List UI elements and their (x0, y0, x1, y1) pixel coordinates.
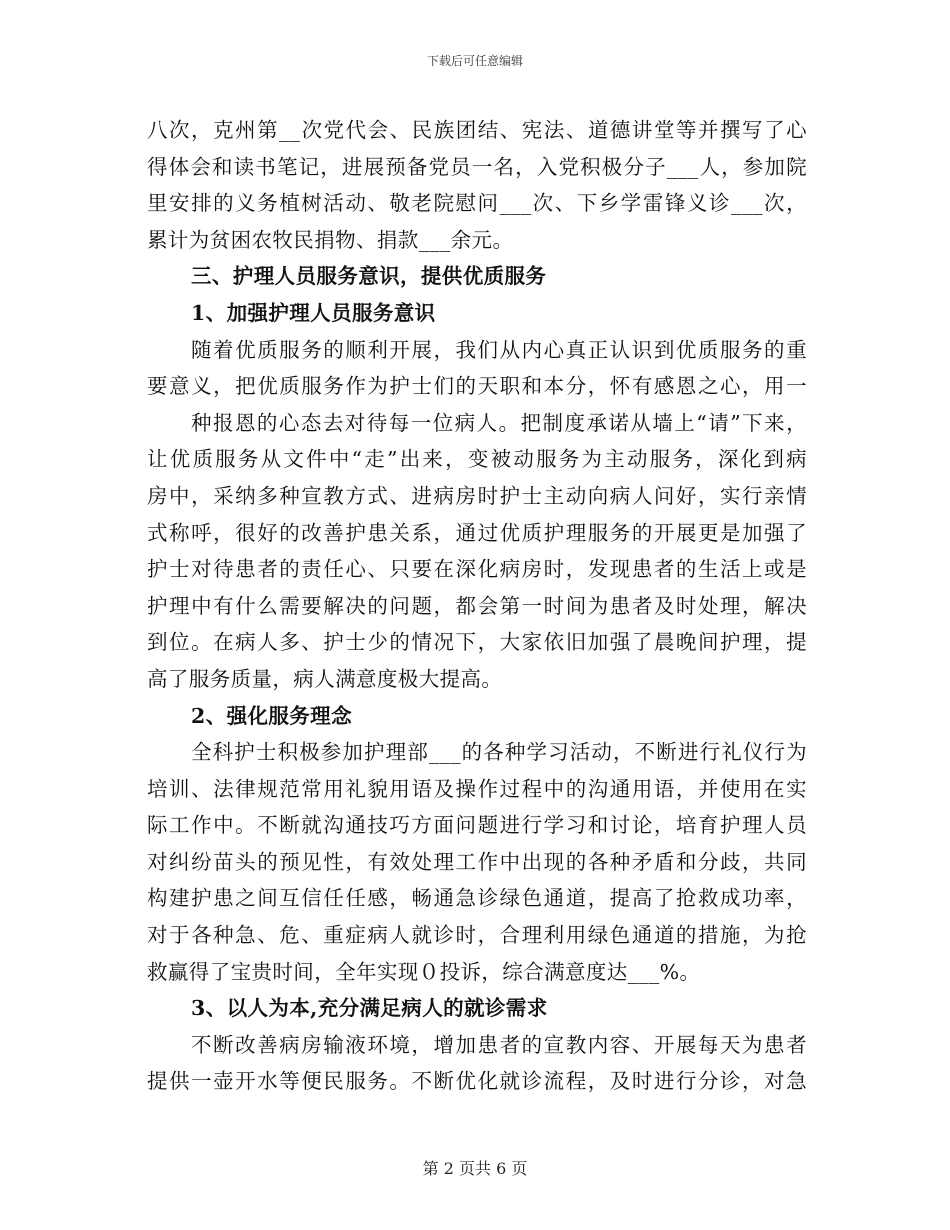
body-line: 得体会和读书笔记，进展预备党员一名，入党积极分子___人，参加院 (147, 154, 807, 179)
body-line: 到位。在病人多、护士少的情况下，大家依旧加强了晨晚间护理，提 (147, 630, 807, 655)
body-line: 对于各种急、危、重症病人就诊时，合理利用绿色通道的措施，为抢 (147, 923, 807, 948)
page-footer: 第 2 页共 6 页 (422, 1159, 528, 1178)
body-line: 对纠纷苗头的预见性，有效处理工作中出现的各种矛盾和分歧，共同 (147, 849, 807, 874)
body-line: 让优质服务从文件中“走”出来，变被动服务为主动服务，深化到病 (147, 447, 807, 472)
body-line: 际工作中。不断就沟通技巧方面问题进行学习和讨论，培育护理人员 (147, 813, 807, 838)
body-line: 救赢得了宝贵时间，全年实现０投诉，综合满意度达___%。 (147, 959, 701, 984)
body-line: 种报恩的心态去对待每一位病人。把制度承诺从墙上“请”下来， (191, 410, 807, 435)
document-body (147, 112, 807, 1100)
body-line: 提供一壶开水等便民服务。不断优化就诊流程，及时进行分诊，对急 (147, 1069, 807, 1094)
page-header: 下载后可任意编辑 (426, 54, 523, 68)
body-line: 式称呼，很好的改善护患关系，通过优质护理服务的开展更是加强了 (147, 520, 807, 545)
subsection-heading: 2、强化服务理念 (191, 703, 352, 728)
body-line: 构建护患之间互信任任感，畅通急诊绿色通道，提高了抢救成功率， (147, 886, 807, 911)
body-line: 房中，采纳多种宣教方式、进病房时护士主动向病人问好，实行亲情 (147, 483, 807, 508)
body-line: 高了服务质量，病人满意度极大提高。 (147, 666, 503, 691)
subsection-heading: 3、以人为本,充分满足病人的就诊需求 (191, 996, 548, 1021)
body-line: 全科护士积极参加护理部___的各种学习活动，不断进行礼仪行为 (191, 740, 807, 765)
body-line: 随着优质服务的顺利开展，我们从内心真正认识到优质服务的重 (191, 337, 807, 362)
body-line: 累计为贫困农牧民捐物、捐款___余元。 (147, 227, 514, 252)
section-heading: 三、护理人员服务意识，提供优质服务 (191, 264, 547, 289)
body-line: 里安排的义务植树活动、敬老院慰问___次、下乡学雷锋义诊___次， (147, 191, 807, 216)
body-line: 培训、法律规范常用礼貌用语及操作过程中的沟通用语，并使用在实 (147, 776, 807, 801)
body-line: 八次，克州第__次党代会、民族团结、宪法、道德讲堂等并撰写了心 (147, 118, 807, 142)
subsection-heading: 1、加强护理人员服务意识 (191, 300, 436, 325)
body-line: 要意义，把优质服务作为护士们的天职和本分，怀有感恩之心，用一 (147, 374, 807, 399)
body-line: 护理中有什么需要解决的问题，都会第一时间为患者及时处理，解决 (147, 593, 807, 618)
body-line: 护士对待患者的责任心、只要在深化病房时，发现患者的生活上或是 (147, 557, 807, 582)
body-line: 不断改善病房输液环境，增加患者的宣教内容、开展每天为患者 (191, 1032, 807, 1057)
